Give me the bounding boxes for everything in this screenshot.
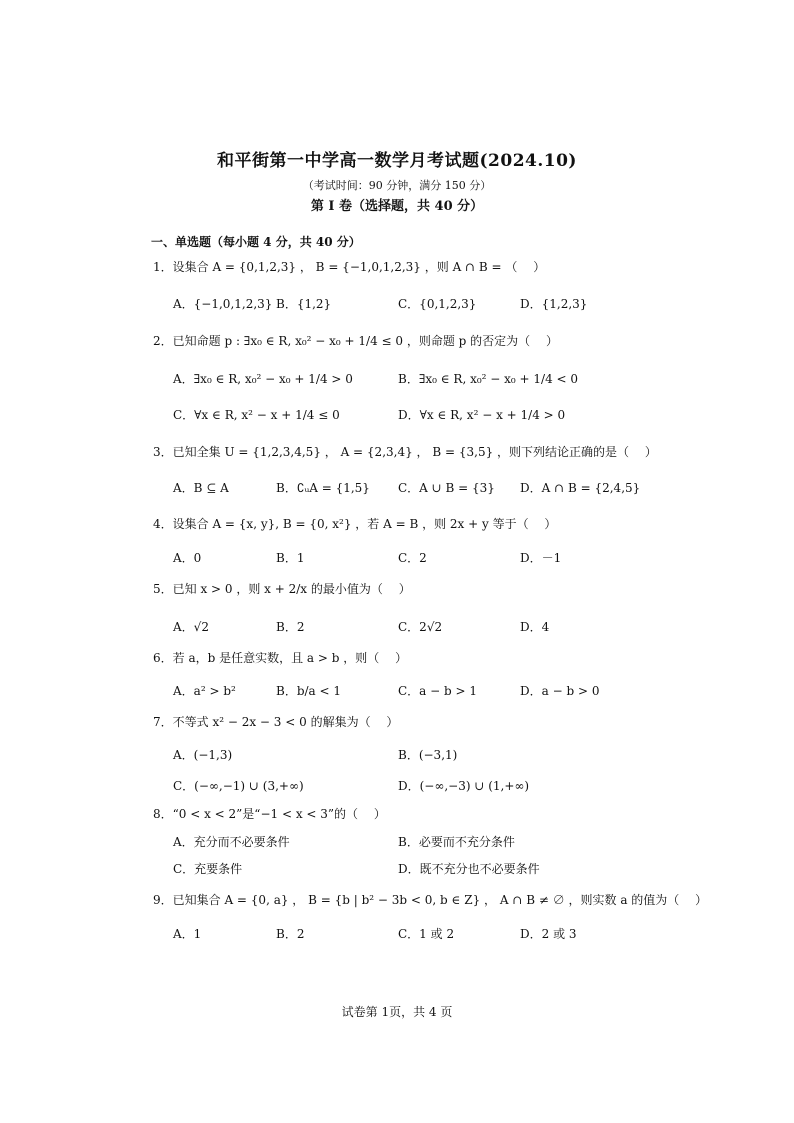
option-d: D．(−∞,−3) ∪ (1,+∞) [398, 779, 530, 793]
option-c: C．A ∪ B = {3} [398, 481, 495, 495]
exam-title: 和平街第一中学高一数学月考试题(2024.10) [217, 151, 577, 171]
option-a: A．{−1,0,1,2,3} [173, 297, 273, 311]
question-stem: 7．不等式 x² − 2x − 3 < 0 的解集为（ ） [153, 715, 399, 729]
option-c: C．2 [398, 551, 427, 565]
option-d: D．2 或 3 [520, 927, 577, 941]
option-d: D．既不充分也不必要条件 [398, 862, 540, 876]
question-stem: 9．已知集合 A = {0, a} ， B = {b | b² − 3b < 0, b ∈ Z} ， A ∩ B ≠ ∅ ，则实数 a 的值为（ ） [153, 893, 708, 907]
question-stem: 2．已知命题 p : ∃x₀ ∈ R, x₀² − x₀ + 1/4 ≤ 0 ，则命题 p 的否定为（ ） [153, 334, 558, 348]
option-d: D．－1 [520, 551, 562, 565]
option-b: B．b/a < 1 [276, 684, 342, 698]
option-c: C．(−∞,−1) ∪ (3,+∞) [173, 779, 304, 793]
question-stem: 6．若 a，b 是任意实数，且 a > b ，则（ ） [153, 651, 408, 665]
option-d: D．∀x ∈ R, x² − x + 1/4 > 0 [398, 408, 566, 422]
option-c: C．a − b > 1 [398, 684, 478, 698]
question-stem: 3．已知全集 U = {1,2,3,4,5} ， A = {2,3,4} ， B = {3,5} ，则下列结论正确的是（ ） [153, 445, 657, 459]
option-c: C．{0,1,2,3} [398, 297, 477, 311]
option-c: C．∀x ∈ R, x² − x + 1/4 ≤ 0 [173, 408, 340, 422]
option-b: B．∁ᵤA = {1,5} [276, 481, 370, 495]
option-d: D．A ∩ B = {2,4,5} [520, 481, 641, 495]
option-a: A．0 [173, 551, 202, 565]
option-b: B．2 [276, 620, 305, 634]
section-heading: 一、单选题（每小题 4 分，共 40 分） [151, 235, 361, 249]
option-b: B．必要而不充分条件 [398, 835, 515, 849]
exam-subtitle: （考试时间：90 分钟，满分 150 分） [302, 179, 492, 192]
option-c: C．1 或 2 [398, 927, 455, 941]
question-stem: 8．“0 < x < 2”是“−1 < x < 3”的（ ） [153, 807, 386, 821]
page-footer: 试卷第 1页，共 4 页 [341, 1005, 453, 1019]
option-d: D．{1,2,3} [520, 297, 588, 311]
option-b: B．(−3,1) [398, 748, 458, 762]
option-a: A．(−1,3) [173, 748, 233, 762]
option-d: D．a − b > 0 [520, 684, 600, 698]
option-b: B．1 [276, 551, 305, 565]
option-d: D．4 [520, 620, 550, 634]
option-c: C．充要条件 [173, 862, 243, 876]
question-stem: 5．已知 x > 0 ，则 x + 2/x 的最小值为（ ） [153, 582, 411, 596]
option-a: A．a² > b² [173, 684, 236, 698]
part-heading: 第 I 卷（选择题，共 40 分） [310, 199, 484, 214]
option-b: B．2 [276, 927, 305, 941]
option-a: A．∃x₀ ∈ R, x₀² − x₀ + 1/4 > 0 [173, 372, 353, 386]
question-stem: 4．设集合 A = {x, y}, B = {0, x²} ，若 A = B ，则 2x + y 等于（ ） [153, 517, 557, 531]
option-b: B．∃x₀ ∈ R, x₀² − x₀ + 1/4 < 0 [398, 372, 579, 386]
option-c: C．2√2 [398, 620, 443, 634]
option-a: A．1 [173, 927, 202, 941]
option-b: B．{1,2} [276, 297, 332, 311]
option-a: A．B ⊆ A [173, 481, 229, 495]
option-a: A．充分而不必要条件 [173, 835, 290, 849]
option-a: A．√2 [173, 620, 209, 634]
question-stem: 1．设集合 A = {0,1,2,3} ， B = {−1,0,1,2,3} ，则 A ∩ B = （ ） [153, 260, 546, 274]
